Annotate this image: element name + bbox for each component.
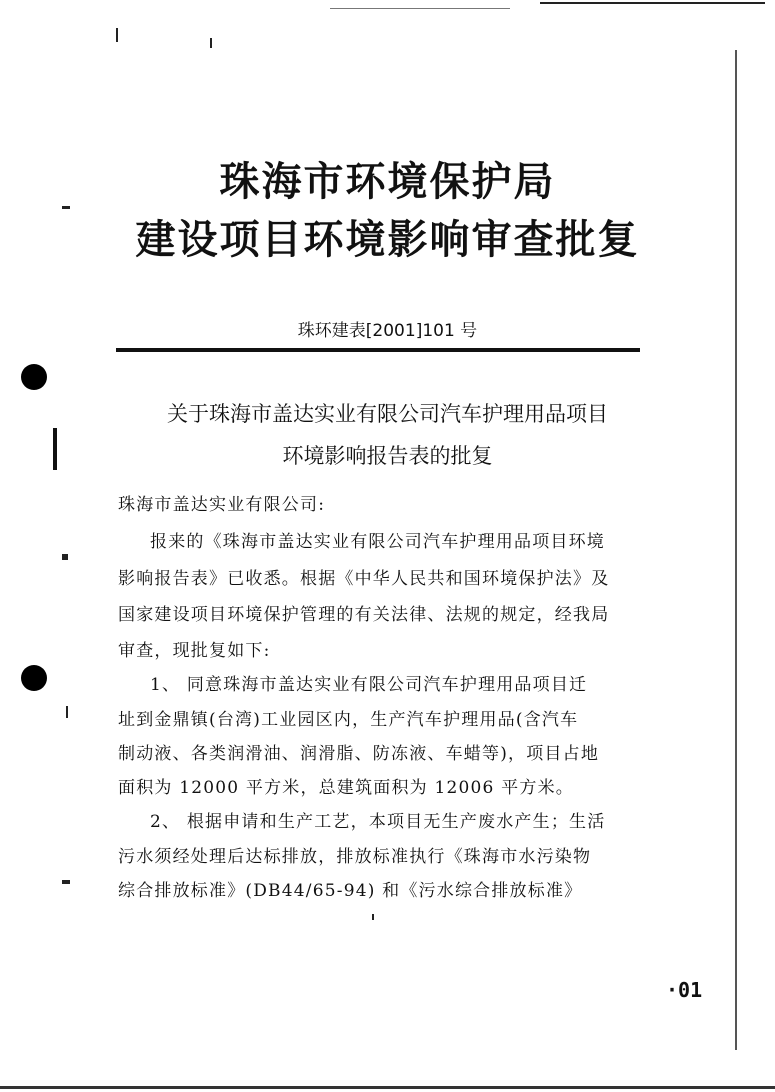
scan-top-rule — [540, 2, 765, 4]
body-line: 综合排放标准》(DB44/65-94) 和《污水综合排放标准》 — [118, 881, 583, 901]
scan-speck — [372, 914, 374, 920]
scan-speck — [66, 706, 68, 718]
body-line: 制动液、各类润滑油、润滑脂、防冻液、车蜡等)，项目占地 — [118, 744, 600, 764]
page-number-value: 01 — [678, 978, 703, 1002]
scan-top-rule-faint — [330, 8, 510, 9]
subject-line-2: 环境影响报告表的批复 — [282, 444, 493, 468]
body-line: 1、 同意珠海市盖达实业有限公司汽车护理用品项目迁 — [150, 675, 588, 695]
header-divider — [116, 348, 640, 352]
subject-line-1: 关于珠海市盖达实业有限公司汽车护理用品项目 — [167, 402, 608, 426]
scan-speck — [210, 38, 212, 48]
body-line: 2、 根据申请和生产工艺，本项目无生产废水产生；生活 — [150, 812, 606, 832]
body-line: 审查，现批复如下: — [118, 641, 271, 661]
scan-speck — [116, 28, 118, 42]
binder-hole-top — [21, 364, 47, 390]
page-number: ·01 — [666, 978, 703, 1002]
body-line: 污水须经处理后达标排放，排放标准执行《珠海市水污染物 — [118, 847, 592, 867]
body-line: 国家建设项目环境保护管理的有关法律、法规的规定，经我局 — [118, 605, 610, 625]
scan-speck — [62, 554, 68, 560]
scan-speck — [62, 880, 70, 884]
body-line: 面积为 12000 平方米，总建筑面积为 12006 平方米。 — [118, 778, 574, 798]
document-type-title: 建设项目环境影响审查批复 — [135, 216, 640, 263]
salutation: 珠海市盖达实业有限公司: — [118, 495, 326, 515]
page-bottom-edge — [0, 1086, 775, 1089]
agency-title: 珠海市环境保护局 — [219, 158, 556, 205]
binder-hole-bottom — [21, 665, 47, 691]
body-line: 报来的《珠海市盖达实业有限公司汽车护理用品项目环境 — [150, 532, 605, 552]
document-number: 珠环建表[2001]101 号 — [297, 321, 478, 341]
body-line: 影响报告表》已收悉。根据《中华人民共和国环境保护法》及 — [118, 569, 610, 589]
body-line: 址到金鼎镇(台湾)工业园区内，生产汽车护理用品(含汽车 — [118, 710, 579, 730]
